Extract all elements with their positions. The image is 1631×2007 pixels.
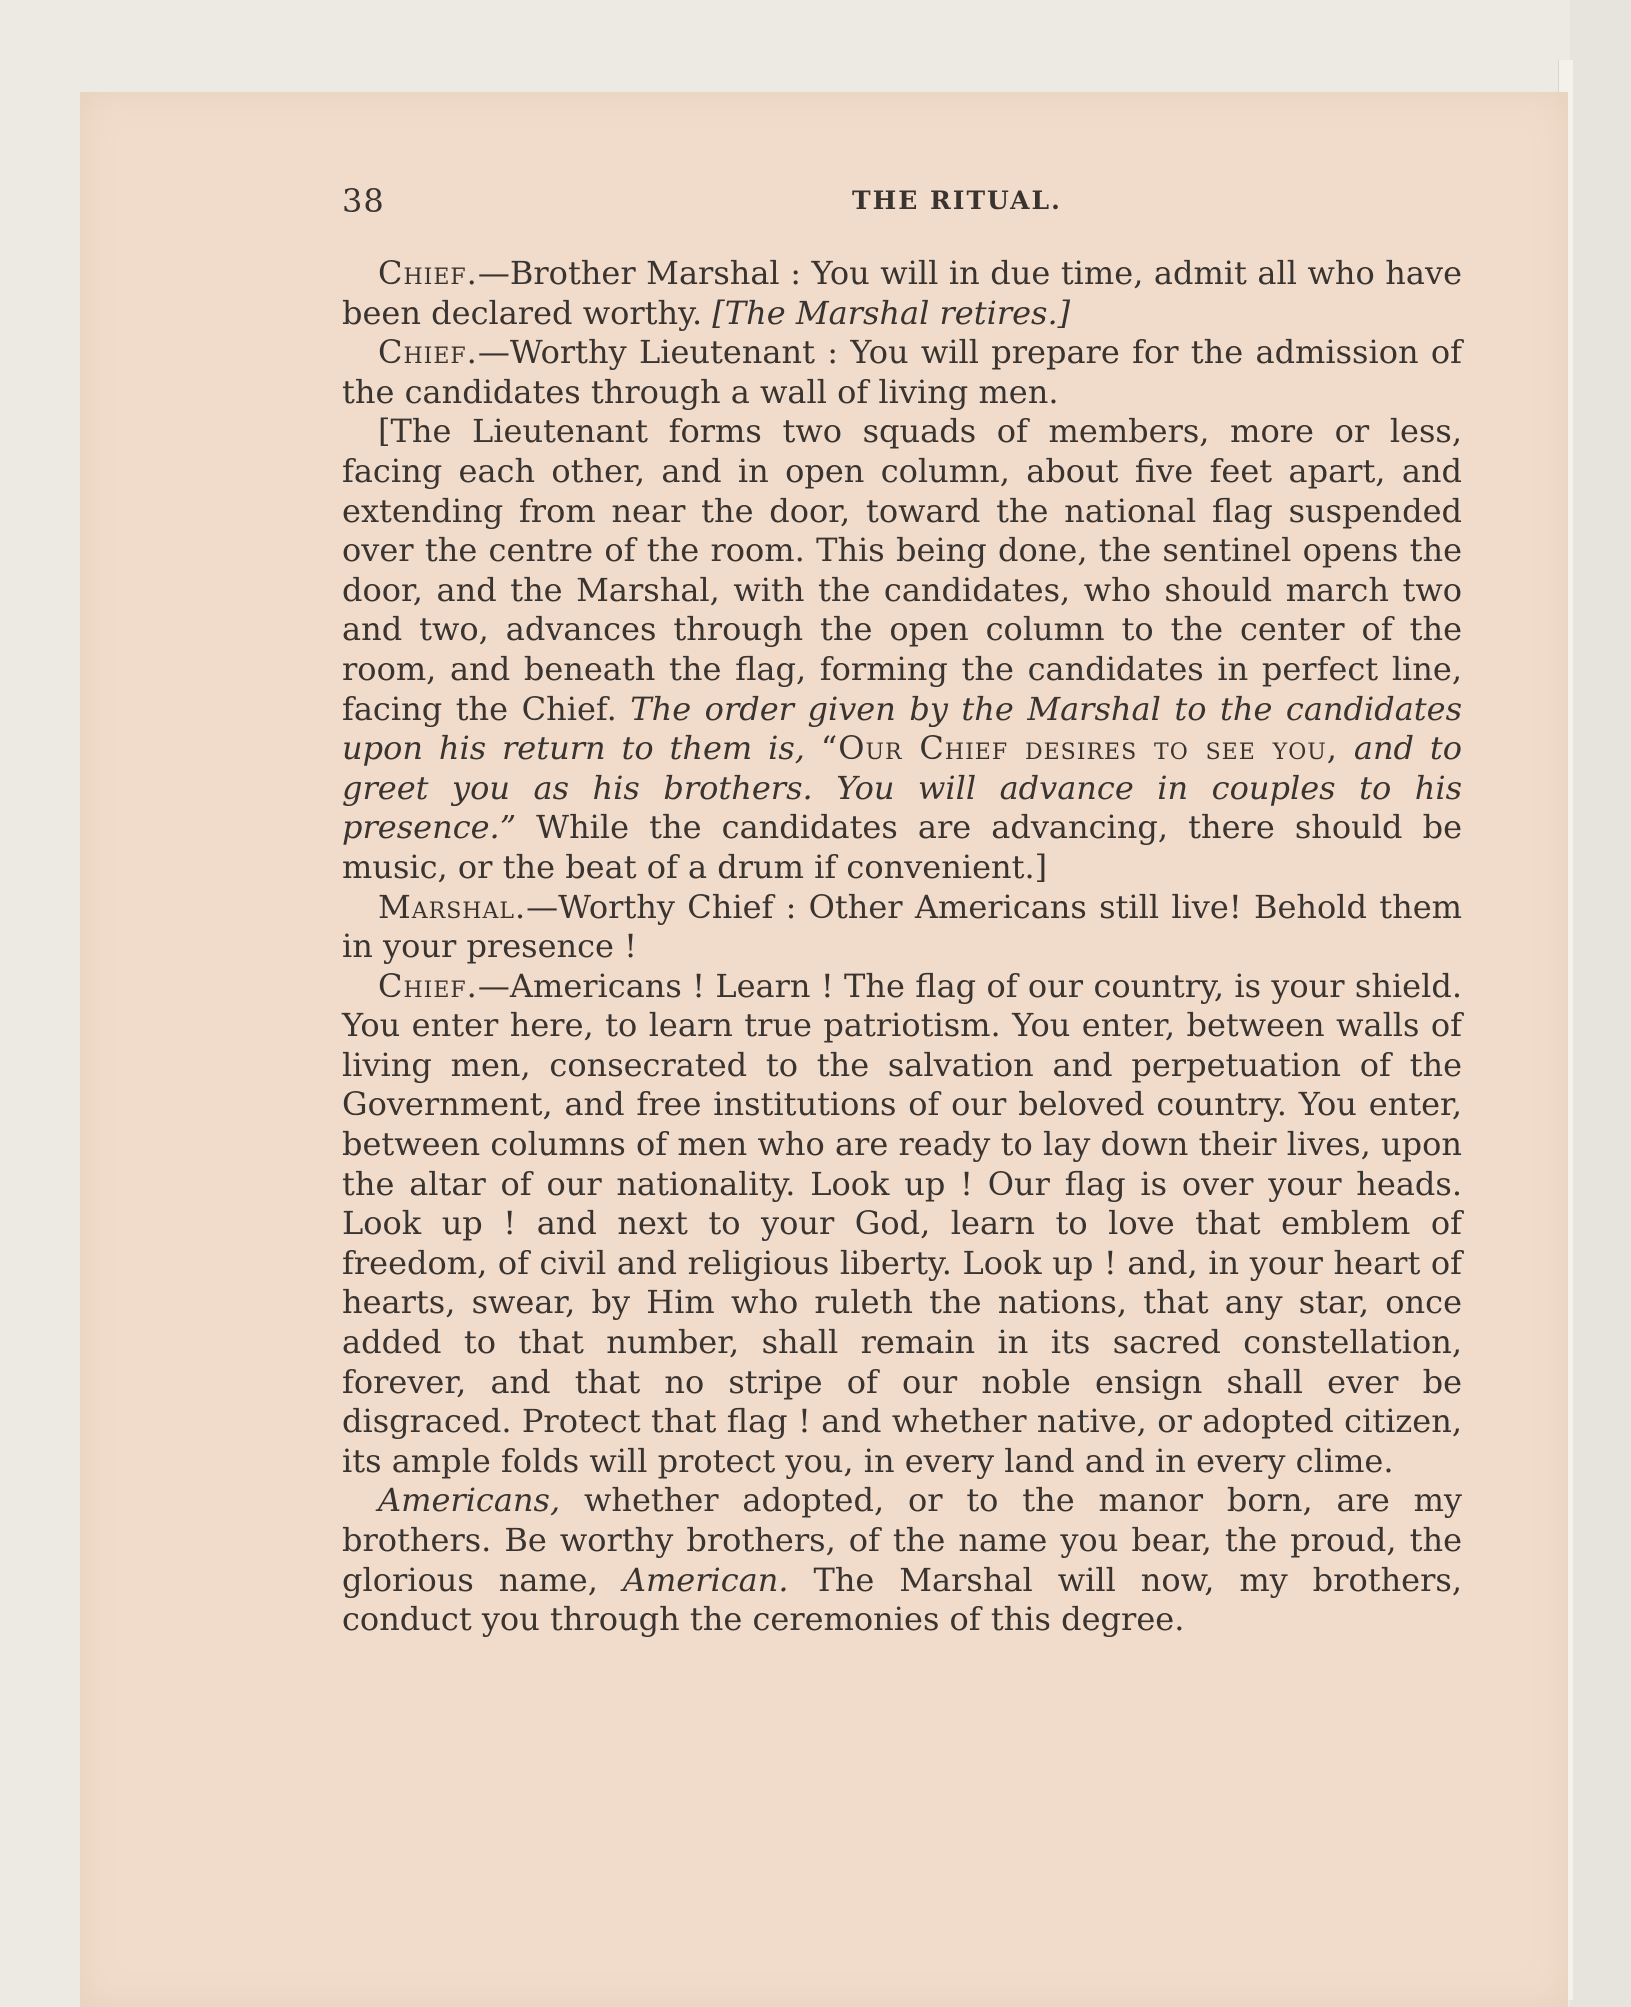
speech-text: —Americans ! Learn ! The flag of our country, is your shield. You enter here, to learn true patriotism. You enter, between walls of living men, consecrated to the salvation and perpetuation of the Government, and free institutions of our beloved country. You enter, between columns of men who are ready to lay down their lives, upon the altar of our nationality. Look up ! Our flag is over your heads. Look up ! and next to your God, learn to love that emblem of freedom, of civil and religious liberty. Look up ! and, in your heart of hearts, swear, by Him who ruleth the nations, that any star, once added to that number, shall remain in its sacred constellation, forever, and that no stripe of our noble ensign shall ever be disgraced. Protect that flag ! and whether native, or adopted citizen, its ample folds will protect you, in every land and in every clime. [342, 966, 1462, 1480]
paragraph-americans-brothers [342, 1481, 1462, 1639]
adjacent-page-strip [1570, 0, 1631, 2007]
instruction-caps: “Our Chief desires to see you, [820, 729, 1338, 768]
lead-italic: Americans, [378, 1481, 561, 1520]
paragraph-marshal [342, 888, 1462, 967]
speech-text: —Brother Marshal : You will in due time, admit all who have been declared worthy. [342, 254, 1462, 332]
speaker-label: Chief. [378, 966, 478, 1005]
book-page [80, 92, 1568, 2007]
page-number: 38 [342, 182, 385, 220]
stage-direction: [The Marshal retires.] [712, 293, 1071, 332]
paragraph-chief-americans [342, 967, 1462, 1482]
speaker-label: Chief. [378, 254, 478, 292]
instruction-italic: The order given by the Marshal to the candidates upon his return to them is, [342, 689, 1462, 768]
paragraph-stage-instructions [342, 412, 1462, 887]
speech-text: —Worthy Lieutenant : You will prepare for the admission of the candidates through a wall of living men. [342, 333, 1462, 411]
speech-text: —Worthy Chief : Other Americans still live! Behold them in your presence ! [342, 887, 1462, 966]
instruction-italic-2: and to greet you as his brothers. You will advance in couples to his presence.” [342, 729, 1463, 847]
page-content [342, 182, 1562, 1640]
speech-text: whether adopted, or to the manor born, are my brothers. Be worthy brothers, of the name you bear, the proud, the glorious name, [342, 1481, 1463, 1599]
instruction-text-2: While the candidates are advancing, there should be music, or the beat of a drum if convenient.] [342, 808, 1462, 886]
speaker-label: Marshal. [378, 887, 527, 926]
body-text [342, 254, 1462, 1640]
running-title: THE RITUAL. [852, 186, 1062, 215]
paragraph-chief-marshal [342, 254, 1462, 333]
speech-text-2: The Marshal will now, my brothers, conduct you through the ceremonies of this degree. [342, 1560, 1463, 1639]
italic-word: American. [622, 1560, 789, 1599]
page-header [342, 182, 1562, 242]
instruction-text: [The Lieutenant forms two squads of members, more or less, facing each other, and in open column, about five feet apart, and extending from near the door, toward the national flag suspended over the centre of the room. This being done, the sentinel opens the door, and the Marshal, with the candidates, who should march two and two, advances through the open column to the center of the room, and beneath the flag, forming the candidates in perfect line, facing the Chief. [342, 412, 1462, 728]
paragraph-chief-lieutenant [342, 333, 1462, 412]
speaker-label: Chief. [378, 333, 478, 372]
